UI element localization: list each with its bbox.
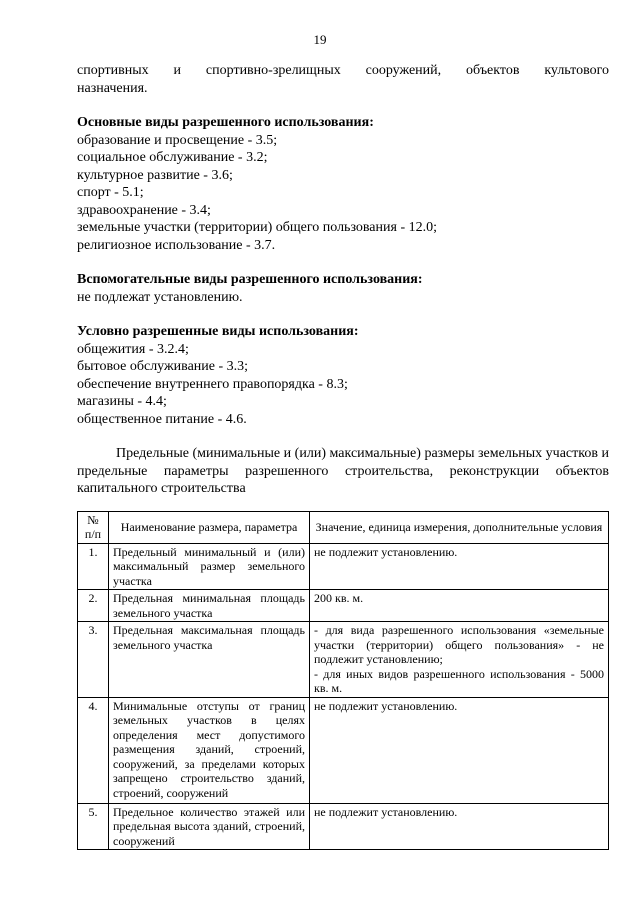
table-row — [78, 590, 609, 622]
auxiliary-uses-section — [77, 271, 609, 306]
row-num: 1. — [78, 543, 109, 590]
intro-line-2: назначения. — [77, 80, 148, 96]
conditional-use-item: бытовое обслуживание - 3.3; — [77, 359, 249, 374]
document-body — [77, 62, 609, 850]
main-use-item: культурное развитие - 3.6; — [77, 167, 233, 183]
main-use-item: социальное обслуживание - 3.2; — [77, 150, 268, 165]
intro-line-1: спортивных и спортивно-зрелищных сооружений, объектов культового — [77, 63, 609, 78]
auxiliary-uses-heading: Вспомогательные виды разрешенного использования: — [77, 272, 423, 287]
row-value — [310, 622, 609, 698]
conditional-uses-heading: Условно разрешенные виды использования: — [77, 324, 359, 339]
table-row — [78, 697, 609, 803]
row-value: 200 кв. м. — [310, 590, 609, 622]
row-name: Предельная минимальная площадь земельного участка — [109, 590, 310, 622]
row-num: 3. — [78, 622, 109, 698]
conditional-uses-section — [77, 323, 609, 428]
row-name: Минимальные отступы от границ земельных участков в целях определения мест допустимого размещения зданий, строений, сооружений, за пределами которых запрещено строительство зданий, строений, сооружений — [109, 697, 310, 803]
table-row — [78, 622, 609, 698]
row-value: не подлежит установлению. — [310, 697, 609, 803]
parameters-table — [77, 511, 609, 851]
row-name: Предельная максимальная площадь земельного участка — [109, 622, 310, 698]
conditional-use-item: обеспечение внутреннего правопорядка - 8.3; — [77, 376, 348, 392]
main-use-item: спорт - 5.1; — [77, 185, 144, 200]
main-use-item: религиозное использование - 3.7. — [77, 237, 276, 253]
table-row — [78, 543, 609, 590]
main-use-item: образование и просвещение - 3.5; — [77, 132, 278, 148]
table-header-row — [78, 511, 609, 543]
header-num: № п/п — [78, 511, 109, 543]
main-use-item: здравоохранение - 3.4; — [77, 202, 211, 218]
limits-paragraph: Предельные (минимальные и (или) максимальные) размеры земельных участков и предельные параметры разрешенного строительства, реконструкции объектов капитального строительства — [77, 446, 609, 496]
conditional-use-item: магазины - 4.4; — [77, 394, 167, 409]
header-value: Значение, единица измерения, дополнительные условия — [310, 511, 609, 543]
row-value-line: - для вида разрешенного использования «земельные участки (территории) общего пользования» - не подлежит установлению; — [314, 623, 604, 666]
main-use-item: земельные участки (территории) общего пользования - 12.0; — [77, 220, 438, 235]
row-value: не подлежит установлению. — [310, 803, 609, 850]
row-value-line: - для иных видов разрешенного использования - 5000 кв. м. — [314, 666, 604, 695]
header-name: Наименование размера, параметра — [109, 511, 310, 543]
row-num: 4. — [78, 697, 109, 803]
row-num: 2. — [78, 590, 109, 622]
row-value: не подлежит установлению. — [310, 543, 609, 590]
row-name: Предельное количество этажей или предельная высота зданий, строений, сооружений — [109, 803, 310, 850]
row-num: 5. — [78, 803, 109, 850]
main-uses-heading: Основные виды разрешенного использования: — [77, 115, 374, 130]
page-number: 19 — [313, 32, 327, 47]
conditional-use-item: общежития - 3.2.4; — [77, 341, 189, 357]
conditional-use-item: общественное питание - 4.6. — [77, 411, 247, 427]
auxiliary-use-item: не подлежат установлению. — [77, 289, 243, 305]
main-uses-section — [77, 114, 609, 254]
row-name: Предельный минимальный и (или) максимальный размер земельного участка — [109, 543, 310, 590]
table-row — [78, 803, 609, 850]
